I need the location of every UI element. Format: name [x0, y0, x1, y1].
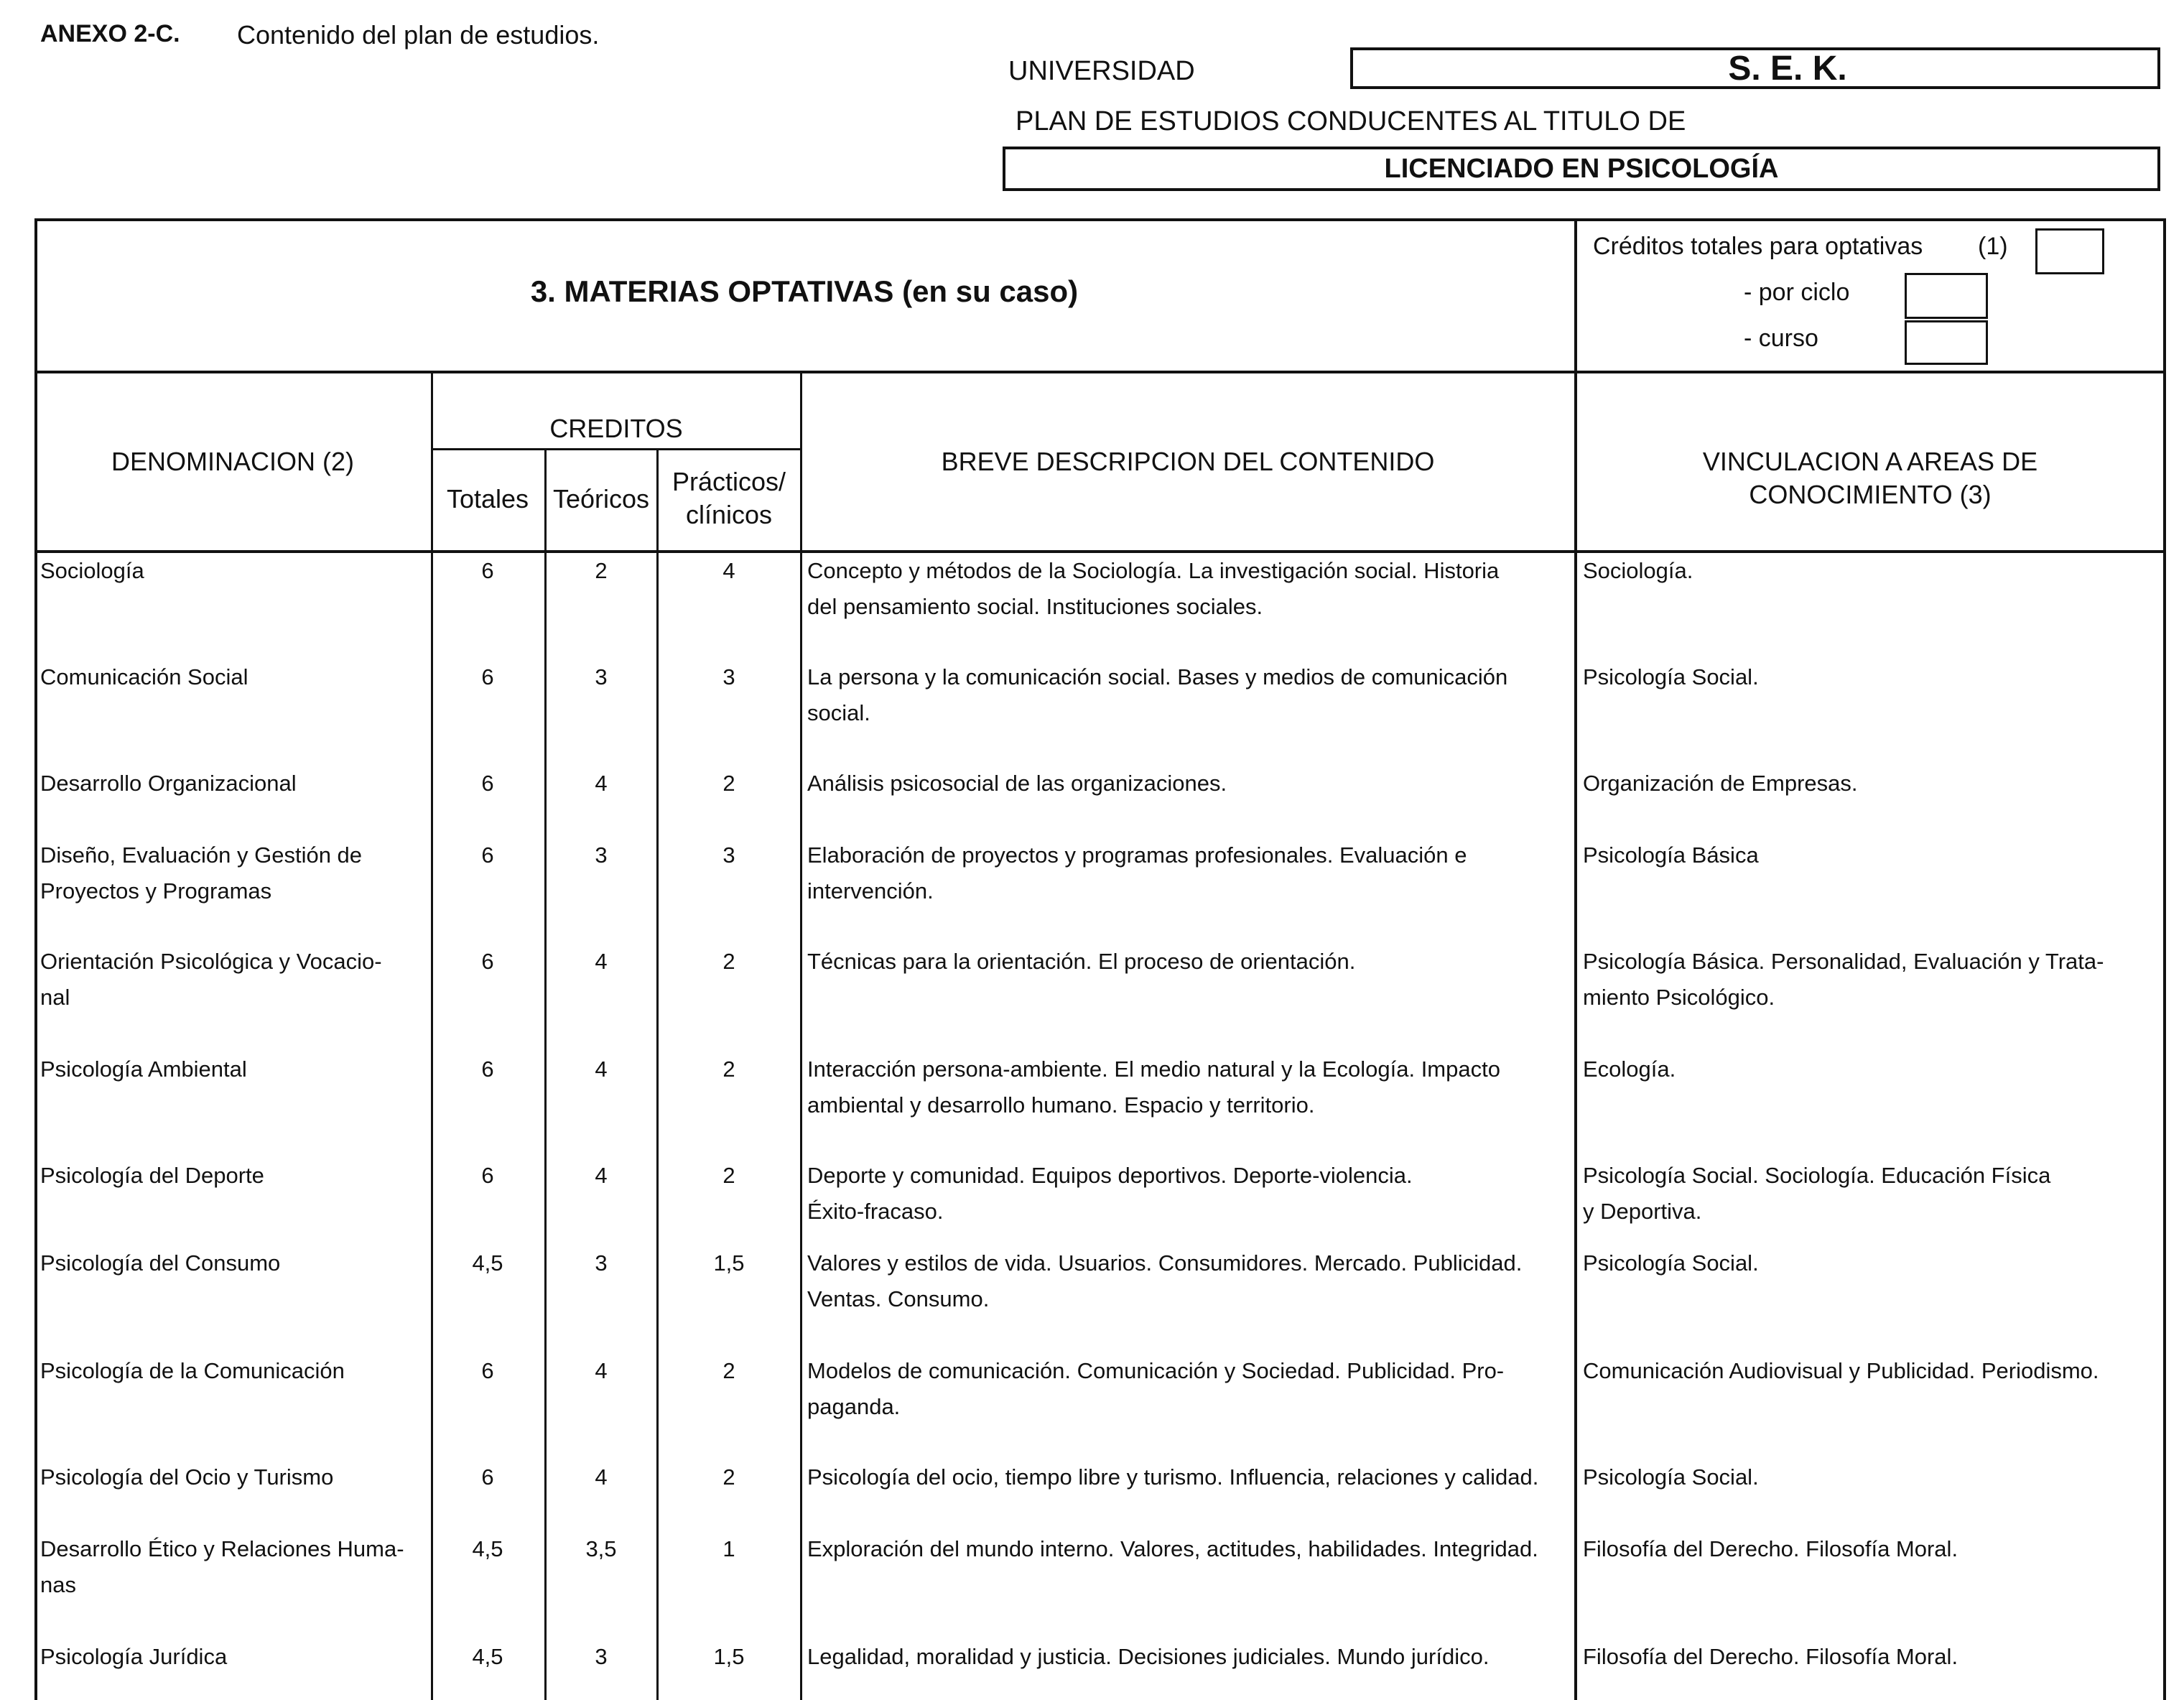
cell-desc-line1: Modelos de comunicación. Comunicación y Sociedad. Publicidad. Pro-: [807, 1358, 1505, 1383]
cell-practicos: 2: [722, 1464, 735, 1490]
cell-name-line1: Psicología del Consumo: [40, 1250, 281, 1276]
cell-practicos: 1: [722, 1536, 735, 1561]
cell-desc-line2: Éxito-fracaso.: [807, 1199, 944, 1224]
header-teoricos: Teóricos: [552, 484, 650, 514]
annex-label: ANEXO 2-C.: [40, 20, 180, 47]
cell-desc-line1: Análisis psicosocial de las organizaciones.: [807, 771, 1227, 796]
table-top-border: [34, 218, 2166, 221]
cell-area-line1: Psicología Social. Sociología. Educación Física: [1583, 1163, 2051, 1188]
cell-desc-line2: ambiental y desarrollo humano. Espacio y territorio.: [807, 1092, 1315, 1118]
cell-desc-line2: paganda.: [807, 1394, 901, 1419]
cell-area-line2: miento Psicológico.: [1583, 985, 1775, 1010]
header-vinculacion-line1: VINCULACION A AREAS DE: [1702, 447, 2038, 476]
cell-desc-line1: Valores y estilos de vida. Usuarios. Consumidores. Mercado. Publicidad.: [807, 1250, 1523, 1276]
plan-label: PLAN DE ESTUDIOS CONDUCENTES AL TITULO DE: [1016, 106, 1686, 136]
cell-name-line2: Proyectos y Programas: [40, 878, 272, 904]
cell-teoricos: 4: [595, 1056, 608, 1082]
creditos-subheader-line: [431, 448, 802, 450]
cell-totales: 6: [481, 664, 494, 689]
cell-area-line1: Filosofía del Derecho. Filosofía Moral.: [1583, 1536, 1958, 1561]
cell-practicos: 2: [722, 1163, 735, 1188]
cell-area-line1: Comunicación Audiovisual y Publicidad. Periodismo.: [1583, 1358, 2099, 1383]
header-practicos-line1: Prácticos/: [672, 467, 786, 496]
university-label: UNIVERSIDAD: [1008, 56, 1195, 86]
cell-practicos: 2: [722, 949, 735, 974]
cell-practicos: 3: [722, 664, 735, 689]
cell-teoricos: 2: [595, 558, 608, 583]
per-cycle-field: [1905, 273, 1988, 319]
cell-desc-line1: Legalidad, moralidad y justicia. Decisiones judiciales. Mundo jurídico.: [807, 1644, 1490, 1669]
cell-area-line1: Psicología Básica: [1583, 842, 1759, 868]
cell-totales: 6: [481, 1163, 494, 1188]
cell-name-line1: Comunicación Social: [40, 664, 248, 689]
cell-name-line1: Diseño, Evaluación y Gestión de: [40, 842, 363, 868]
annex-title: Contenido del plan de estudios.: [237, 20, 600, 50]
cell-name-line1: Orientación Psicológica y Vocacio-: [40, 949, 382, 974]
credits-total-note: (1): [1978, 233, 2008, 260]
cell-teoricos: 4: [595, 1163, 608, 1188]
cell-teoricos: 4: [595, 949, 608, 974]
cell-name-line1: Desarrollo Ético y Relaciones Huma-: [40, 1536, 404, 1561]
cell-name-line1: Desarrollo Organizacional: [40, 771, 297, 796]
table-left-border: [34, 218, 37, 1700]
cell-teoricos: 3,5: [585, 1536, 617, 1561]
cell-area-line1: Filosofía del Derecho. Filosofía Moral.: [1583, 1644, 1958, 1669]
cell-desc-line1: Deporte y comunidad. Equipos deportivos. Deporte-violencia.: [807, 1163, 1413, 1188]
cell-desc-line1: Psicología del ocio, tiempo libre y turismo. Influencia, relaciones y calidad.: [807, 1464, 1539, 1490]
cell-totales: 6: [481, 558, 494, 583]
cell-area-line1: Psicología Básica. Personalidad, Evaluación y Trata-: [1583, 949, 2104, 974]
cell-teoricos: 4: [595, 771, 608, 796]
cell-name-line1: Sociología: [40, 558, 144, 583]
cell-desc-line1: La persona y la comunicación social. Bases y medios de comunicación: [807, 664, 1508, 689]
cell-area-line2: y Deportiva.: [1583, 1199, 1702, 1224]
cell-totales: 6: [481, 1358, 494, 1383]
header-denominacion: DENOMINACION (2): [111, 447, 354, 476]
col-divider-areas: [1574, 218, 1577, 1700]
cell-practicos: 2: [722, 1358, 735, 1383]
section-divider: [34, 371, 2166, 373]
header-practicos-line2: clínicos: [685, 500, 773, 529]
cell-totales: 4,5: [472, 1250, 503, 1276]
cell-totales: 4,5: [472, 1644, 503, 1669]
cell-practicos: 4: [722, 558, 735, 583]
cell-desc-line1: Exploración del mundo interno. Valores, actitudes, habilidades. Integridad.: [807, 1536, 1538, 1561]
cell-totales: 4,5: [472, 1536, 503, 1561]
cell-area-line1: Psicología Social.: [1583, 664, 1759, 689]
cell-name-line2: nas: [40, 1572, 76, 1597]
cell-teoricos: 3: [595, 842, 608, 868]
cell-name-line1: Psicología del Ocio y Turismo: [40, 1464, 334, 1490]
cell-area-line1: Sociología.: [1583, 558, 1693, 583]
cell-practicos: 2: [722, 771, 735, 796]
cell-practicos: 1,5: [713, 1644, 745, 1669]
header-descripcion: BREVE DESCRIPCION DEL CONTENIDO: [941, 447, 1435, 476]
per-cycle-label: - por ciclo: [1744, 279, 1850, 306]
optional-subjects-table: [34, 218, 2166, 1700]
header-creditos: CREDITOS: [549, 414, 683, 443]
cell-name-line1: Psicología de la Comunicación: [40, 1358, 345, 1383]
credits-total-label: Créditos totales para optativas: [1593, 233, 1923, 260]
university-name: S. E. K.: [1728, 49, 1847, 88]
cell-area-line1: Psicología Social.: [1583, 1250, 1759, 1276]
cell-area-line1: Organización de Empresas.: [1583, 771, 1858, 796]
cell-practicos: 3: [722, 842, 735, 868]
cell-desc-line2: social.: [807, 700, 870, 725]
cell-name-line1: Psicología Jurídica: [40, 1644, 228, 1669]
cell-desc-line1: Elaboración de proyectos y programas profesionales. Evaluación e: [807, 842, 1467, 868]
cell-practicos: 1,5: [713, 1250, 745, 1276]
cell-area-line1: Psicología Social.: [1583, 1464, 1759, 1490]
cell-desc-line1: Interacción persona-ambiente. El medio natural y la Ecología. Impacto: [807, 1056, 1500, 1082]
cell-totales: 6: [481, 1056, 494, 1082]
cell-area-line1: Ecología.: [1583, 1056, 1676, 1082]
cell-name-line2: nal: [40, 985, 70, 1010]
cell-name-line1: Psicología Ambiental: [40, 1056, 247, 1082]
cell-desc-line1: Técnicas para la orientación. El proceso de orientación.: [807, 949, 1356, 974]
degree-box: [1003, 147, 2160, 191]
cell-teoricos: 3: [595, 664, 608, 689]
cell-name-line1: Psicología del Deporte: [40, 1163, 264, 1188]
table-right-border: [2163, 218, 2166, 1700]
header-totales: Totales: [446, 484, 529, 514]
per-course-field: [1905, 320, 1988, 365]
header-vinculacion-line2: CONOCIMIENTO (3): [1749, 480, 1992, 509]
cell-practicos: 2: [722, 1056, 735, 1082]
cell-desc-line2: Ventas. Consumo.: [807, 1286, 990, 1311]
col-divider-descripcion: [800, 371, 802, 1700]
per-course-label: - curso: [1744, 325, 1818, 352]
cell-totales: 6: [481, 842, 494, 868]
cell-teoricos: 3: [595, 1250, 608, 1276]
credits-total-field: [2035, 228, 2104, 274]
cell-teoricos: 4: [595, 1464, 608, 1490]
cell-desc-line2: intervención.: [807, 878, 934, 904]
cell-totales: 6: [481, 771, 494, 796]
cell-desc-line1: Concepto y métodos de la Sociología. La investigación social. Historia: [807, 558, 1500, 583]
cell-teoricos: 4: [595, 1358, 608, 1383]
cell-totales: 6: [481, 949, 494, 974]
cell-desc-line2: del pensamiento social. Instituciones sociales.: [807, 594, 1263, 619]
section-title: 3. MATERIAS OPTATIVAS (en su caso): [530, 274, 1079, 308]
cell-totales: 6: [481, 1464, 494, 1490]
degree-name: LICENCIADO EN PSICOLOGÍA: [1384, 153, 1779, 184]
university-name-box: [1350, 47, 2160, 89]
cell-teoricos: 3: [595, 1644, 608, 1669]
